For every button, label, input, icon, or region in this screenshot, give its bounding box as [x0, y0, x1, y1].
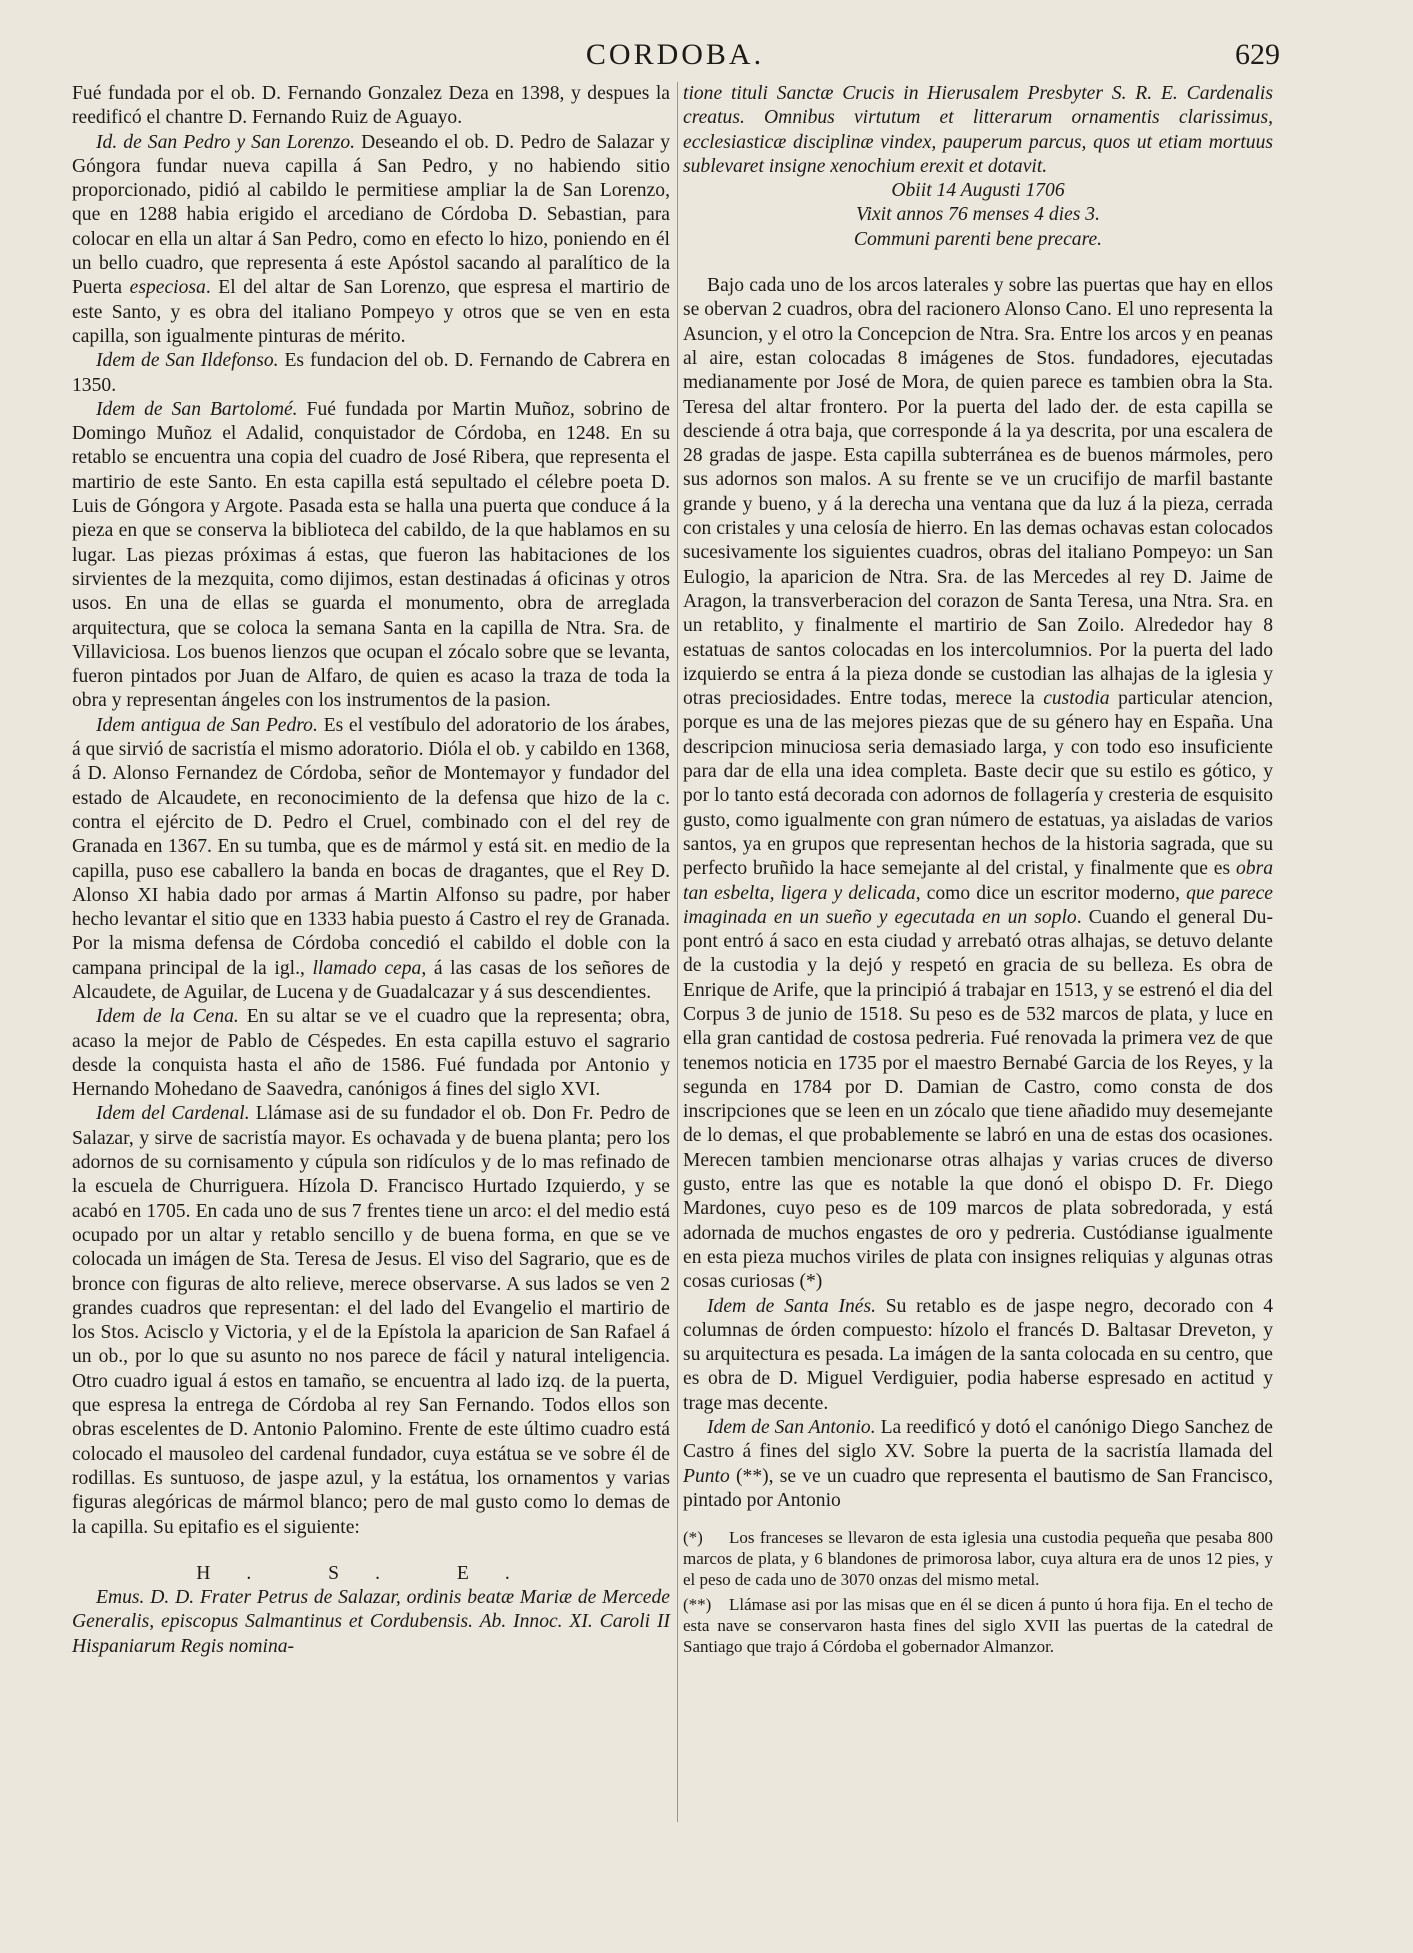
section-heading: Idem de San Bartolomé. [96, 398, 298, 420]
section-heading: Idem de San Ildefonso. [96, 350, 279, 372]
paragraph: Fué fundada por el ob. D. Fernando Gonzalez Deza en 1398, y despues la reedificó el chantre D. Fernando Ruiz de Aguayo. [72, 83, 670, 129]
column-divider [677, 82, 678, 1822]
footnote: (**) Llámase asi por las misas que en él se dicen á punto ú hora fija. En el techo de esta nave se conservaron hasta fines del siglo XVII las puertas de la catedral de Santiago que trajo á Córdoba el gobernador Almanzor. [683, 1595, 1273, 1657]
epitaph-continuation [683, 82, 1273, 252]
paragraph: Idem de San Bartolomé. Fué fundada por Martin Muñoz, sobrino de Domingo Muñoz el Adalid, conquistador de Córdoba, en 1248. En su retablo se encuentra una copia del cuadro de José Ribera, que representa el martirio de este Santo. En esta capilla está sepultado el célebre poeta D. Luis de Góngora y Argote. Pasada esta se halla una puerta que conduce á la pieza en que se conserva la biblioteca del cabildo, de la que hablamos en su lugar. Las piezas próximas á estas, que fueron las habitaciones de los sirvientes de la mezquita, como dijimos, estan destinadas á oficinas y otros usos. En una de ellas se guarda el monumento, obra de arreglada arquitectura, que se coloca la semana Santa en la capilla de Ntra. Sra. de Villaviciosa. Los buenos lienzos que ocupan el zócalo sobre que se levanta, fueron pintados por Juan de Alfaro, de quien es acaso la traza de toda la obra y representan ángeles con los instrumentos de la pasion. [72, 398, 670, 712]
epitaph-text: Emus. D. D. Frater Petrus de Salazar, ordinis beatæ Mariæ de Mercede Generalis, episcopus Salmantinus et Cordubensis. Ab. Innoc. XI. Caroli II Hispaniarum Regis nomina- [72, 1587, 670, 1657]
epitaph-heading: H. S. E. [196, 1562, 546, 1584]
paragraph: Idem antigua de San Pedro. Es el vestíbulo del adoratorio de los árabes, á que sirvió de sacristía el mismo adoratorio. Dióla el ob. y cabildo en 1368, á D. Alonso Fernandez de Córdoba, señor de Montemayor y fundador del estado de Alcaudete, en reconocimiento de la defensa que hizo de la c. contra el ejército de D. Pedro el Cruel, combinado con el del rey de Granada en 1367. En su tumba, que es de mármol y está sit. en medio de la capilla, puso ese caballero la banda en bocas de dragantes, que el Rey D. Alonso XI habia dado por armas á Martin Alfonso su padre, por haber hecho levantar el sitio que en 1333 habia puesto á Castro el rey de Granada. Por la misma defensa de Córdoba concedió el cabildo el doble con la campana principal de la igl., llamado cepa, á las casas de los señores de Alcaudete, de Aguilar, de Lucena y de Guadalcazar y á sus descendientes. [72, 714, 671, 1003]
section-heading: Idem antigua de San Pedro. [96, 714, 318, 736]
right-column [683, 82, 1273, 1661]
paragraph: Idem de San Antonio. La reedificó y dotó el canónigo Diego Sanchez de Castro á fines del siglo XV. Sobre la puerta de la sacristía llamada del Punto (**), se ve un cuadro que representa el bautismo de San Francisco, pintado por Antonio [683, 1417, 1273, 1511]
paragraph: Id. de San Pedro y San Lorenzo. Deseando el ob. D. Pedro de Salazar y Góngora fundar nueva capilla á San Pedro, y no habiendo sitio proporcionado, pidió al cabildo le permitiese ampliar la de San Lorenzo, que en 1288 habia erigido el arcediano de Córdoba D. Sebastian, para colocar en ella un altar á San Pedro, como en efecto lo hizo, poniendo en él un bello cuadro, que representa á este Apóstol sacando al paralítico de la Puerta especiosa. El del altar de San Lorenzo, que espresa el martirio de este Santo, y es obra del italiano Pompeyo y otros que se ven en esta capilla, son igualmente pinturas de mérito. [72, 131, 670, 347]
epitaph-line: Communi parenti bene precare. [853, 228, 1103, 250]
paragraph: Idem de Santa Inés. Su retablo es de jaspe negro, decorado con 4 columnas de órden compuesto: hízolo el francés D. Baltasar Dreveton, y su arquitectura es pesada. La imágen de la santa colocada en su centro, que es obra de D. Miguel Verdiguier, podia haberse espresado en actitud y trage mas decente. [683, 1295, 1273, 1414]
paragraph: Idem de la Cena. En su altar se ve el cuadro que la representa; obra, acaso la mejor de Pablo de Céspedes. En esta capilla estuvo el sagrario desde la conquista hasta el año de 1586. Fué fundada por Antonio y Hernando Mohedano de Saavedra, canónigos á fines del siglo XVI. [72, 1006, 670, 1101]
paragraph: Bajo cada uno de los arcos laterales y sobre las puertas que hay en ellos se obervan 2 cuadros, obra del racionero Alonso Cano. El uno representa la Asuncion, y el otro la Concepcion de Ntra. Sra. Entre los arcos y en peanas al aire, estan colocadas 8 imágenes de Stos. fundadores, ejecutadas medianamente por José de Mora, de quien parece es tambien obra la Sta. Teresa del altar frontero. Por la puerta del lado der. de esta capilla se desciende á otra baja, que corresponde á la ya descrita, por una escalera de 28 gradas de jaspe. Esta capilla subterránea es de buenos mármoles, pero sus adornos son malos. A su frente se ve un crucifijo de marfil bastante grande y bueno, y á la derecha una ventana que da luz á la pieza, cerrada con cristales y una celosía de hierro. En las demas ochavas estan colocados sucesivamente los siguientes cuadros, obras del italiano Pompeyo: un San Eulogio, la aparicion de Ntra. Sra. de las Mercedes al rey D. Jaime de Aragon, la transverberacion del corazon de Santa Teresa, una Ntra. Sra. en un retablito, y finalmente el martirio de San Zoilo. Alrededor hay 8 estatuas de santos colocadas en los intercolumnios. Por la puerta del lado izquierdo se entra á la pieza donde se custodian las alhajas de la iglesia y otras preciosidades. Entre todas, merece la custodia particular atencion, porque es una de las mejores piezas que de su género hay en España. Una descripcion minuciosa seria demasiado larga, y con todo eso insuficiente para dar de ella una idea completa. Baste decir que su estilo es gótico, y por lo tanto está decorada con adornos de follagería y cresteria de esquisito gusto, como igualmente con gran número de estatuas, ya aisladas de varios santos, ya en grupos que representan hechos de la historia sagrada, que su perfecto bruñido la hace semejante al del cristal, y finalmente que es obra tan esbelta, ligera y delicada, como dice un escritor moderno, que parece imaginada en un sueño y egecutada en un soplo. Cuando el general Du-pont entró á saco en esta ciudad y arrebató otras alhajas, se detuvo delante de la custodia y la dejó y respetó en gracia de su belleza. Es obra de Enrique de Arife, que la principió á trabajar en 1513, y se estrenó el dia del Corpus 3 de junio de 1518. Su peso es de 532 marcos de plata, y luce en ella gran cantidad de costosa pedreria. Fué renovada la primera vez de que tenemos noticia en 1735 por el maestro Bernabé Garcia de los Reyes, y la segunda en 1784 por D. Damian de Castro, como consta de dos inscripciones que se leen en un zócalo que tiene añadido muy desemejante de lo demas, el que probablemente se labró en una de estas dos ocasiones. Merecen tambien mencionarse otras alhajas y varias cruces de diverso gusto, entre las que es notable la que donó el obispo D. Fr. Diego Mardones, cuyo peso es de 109 marcos de plata sobredorada, y está adornada de muchos engastes de oro y pedreria. Custódianse igualmente en esta pieza muchos viriles de plata con insignes reliquias y algunas otras cosas curiosas (*) [683, 275, 1274, 1293]
running-head [70, 38, 1280, 78]
page-number: 629 [1235, 38, 1280, 71]
footnote: (*) Los franceses se llevaron de esta iglesia una custodia pequeña que pesaba 800 marcos de plata, y 6 blandones de primorosa labor, cuya altura era de unos 12 pies, y el peso de cada uno de 3070 onzas del mismo metal. [683, 1528, 1273, 1590]
footnote-mark: (**) [683, 1595, 712, 1615]
section-heading: Id. de San Pedro y San Lorenzo. [96, 131, 356, 153]
epitaph-line: Obiit 14 Augusti 1706 [891, 180, 1065, 202]
footnotes [683, 1527, 1273, 1657]
page-title: CORDOBA. [585, 38, 765, 71]
paragraph: Idem del Cardenal. Llámase asi de su fundador el ob. Don Fr. Pedro de Salazar, y sirve de sacristía mayor. Es ochavada y de buena planta; pero los adornos de su cornisamento y cúpula son ridículos y de lo mas refinado de la escuela de Churriguera. Hízola D. Francisco Hurtado Izquierdo, y se acabó en 1705. En cada uno de sus 7 frentes tiene un arco: el del medio está ocupado por un altar y retablo sencillo y de buena forma, en que se ve colocada un imágen de Sta. Teresa de Jesus. El viso del Sagrario, que es de bronce con figuras de alto relieve, merece observarse. A sus lados se ven 2 grandes cuadros que representan: el del lado del Evangelio el martirio de los Stos. Acisclo y Victoria, y el de la Epístola la aparicion de San Rafael á un ob., por lo que su asunto no nos parece de fácil y natural inteligencia. Otro cuadro igual á estos en tamaño, se encuentra al lado izq. de la puerta, que espresa la entrega de Córdoba al rey San Fernando. Todos ellos son obras escelentes de D. Antonio Palomino. Frente de este último cuadro está colocado el mausoleo del cardenal fundador, cuya estátua se ve sobre él de rodillas. Es suntuoso, de jaspe azul, y la estátua, los ornamentos y varias figuras alegóricas de mármol blanco; pero de mal gusto como lo demas de la capilla. Su epitafio es el siguiente: [72, 1103, 670, 1538]
paragraph: Idem de San Ildefonso. Es fundacion del ob. D. Fernando de Cabrera en 1350. [72, 350, 671, 396]
left-column [72, 82, 670, 1659]
section-heading: Idem de la Cena. [96, 1006, 239, 1028]
section-heading: Idem de Santa Inés. [707, 1295, 876, 1317]
section-heading: Idem de San Antonio. [707, 1417, 876, 1439]
section-heading: Idem del Cardenal. [96, 1103, 250, 1125]
epitaph-line: tione tituli Sanctæ Crucis in Hierusalem Presbyter S. R. E. Cardenalis creatus. Omnibus virtutum et litterarum ornamentis clarissimus, ecclesiasticæ disciplinæ vindex, pauperum parcus, quos ut etiam mortuus sublevaret insigne xenochium erexit et dotavit. [683, 83, 1273, 177]
epitaph-line: Vixit annos 76 menses 4 dies 3. [856, 204, 1100, 226]
footnote-mark: (*) [683, 1528, 703, 1548]
